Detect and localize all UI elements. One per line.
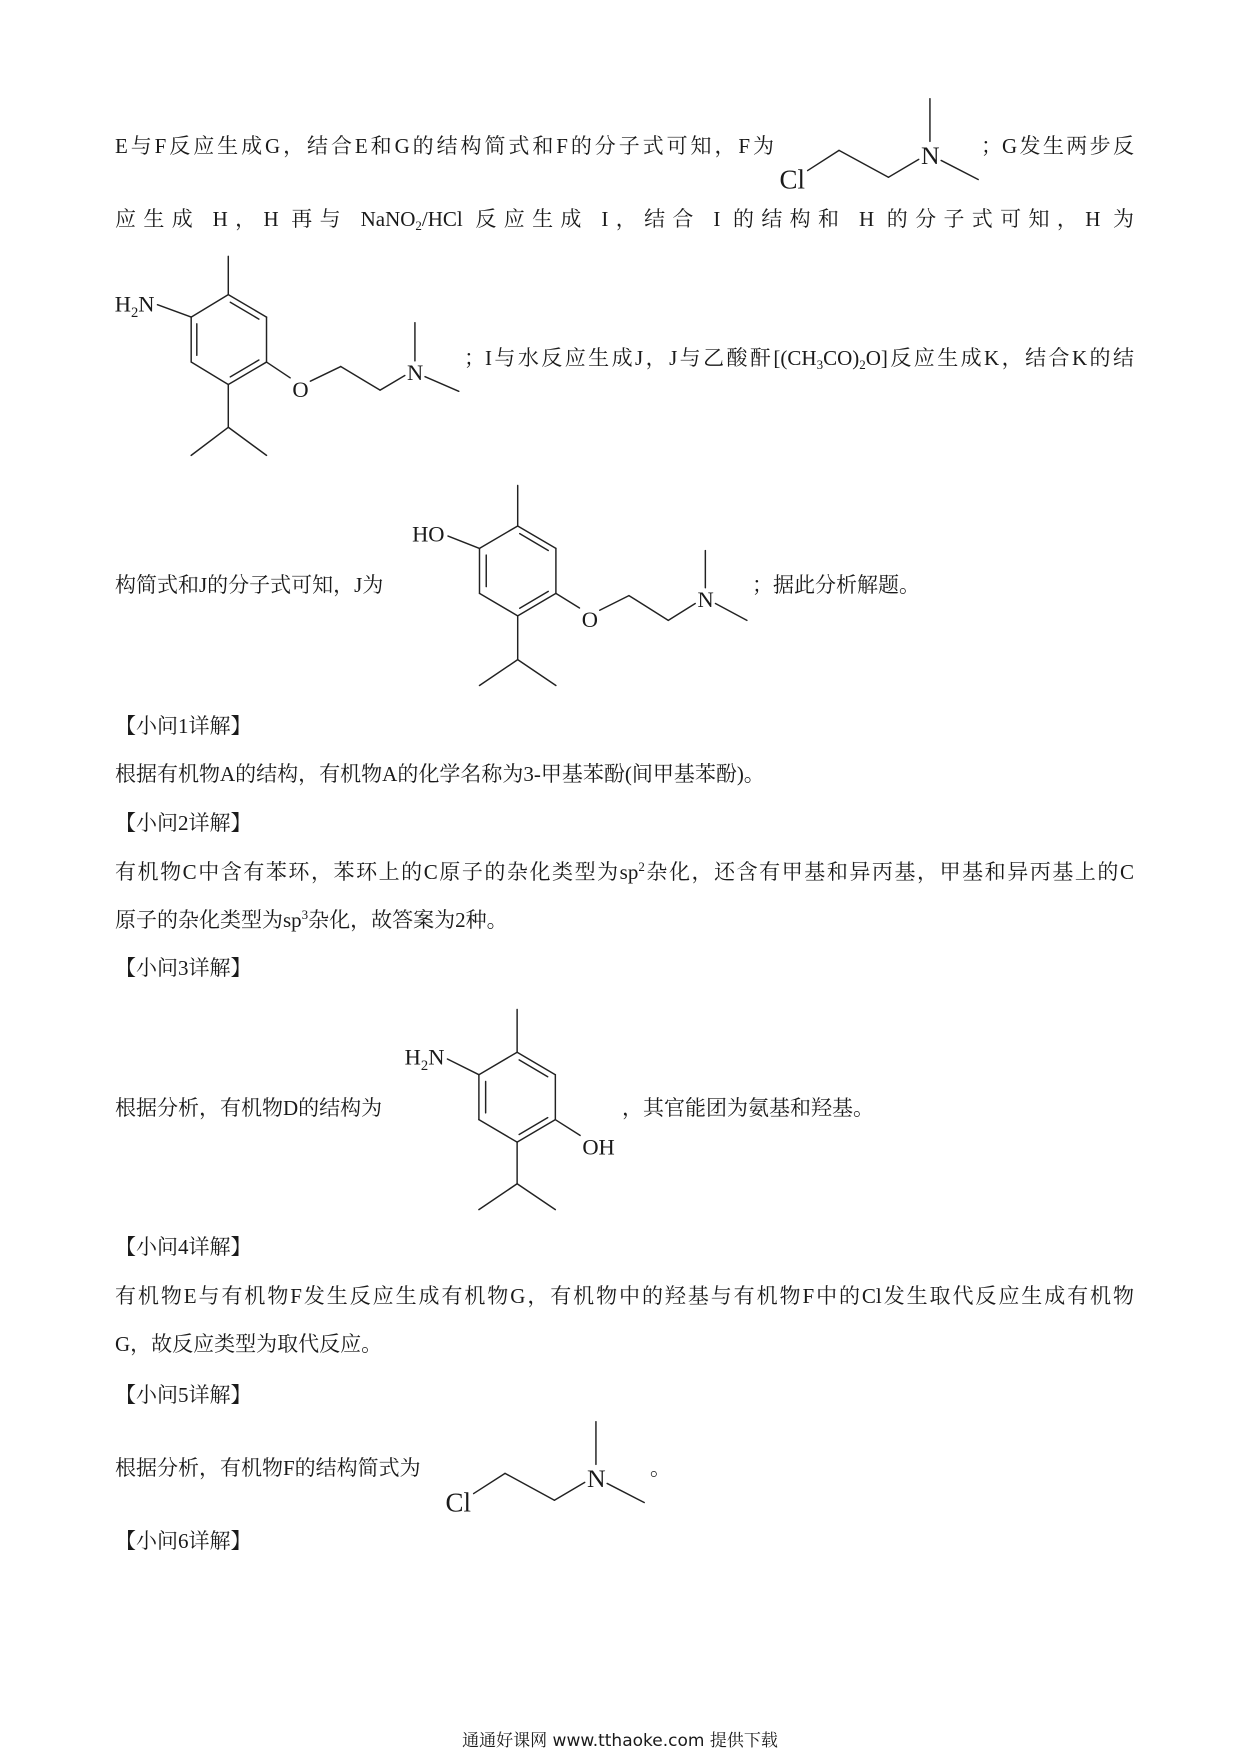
isopropyl-bond — [479, 660, 517, 686]
isopropyl-bond — [517, 1184, 555, 1210]
structure-f-inline — [776, 92, 984, 193]
intro-line-1-left — [115, 134, 774, 159]
ether-bond — [556, 593, 580, 608]
ring-bond — [517, 1120, 555, 1142]
chain-bond — [808, 150, 839, 170]
intro-line-1-right — [981, 134, 1134, 159]
chain-bond — [888, 159, 918, 177]
q1-heading: 【小问1详解】 — [115, 714, 252, 738]
amine-label — [115, 291, 155, 321]
q4-answer-line-2: G，故反应类型为取代反应。 — [115, 1332, 383, 1356]
q6-heading: 【小问6详解】 — [115, 1529, 252, 1553]
text-segment: 杂化，故答案为2种。 — [308, 908, 508, 932]
n-methyl-bond — [425, 377, 459, 392]
q2-answer-line-2 — [115, 908, 508, 933]
amine-bond — [447, 1059, 478, 1075]
subscript: 2 — [415, 218, 422, 233]
ring-bond — [228, 362, 266, 384]
q2-heading: 【小问2详解】 — [115, 811, 252, 835]
amine-h: H — [404, 1044, 421, 1070]
structure-f-answer — [442, 1415, 650, 1516]
text-segment: O]反应生成K，结合K的结 — [865, 346, 1134, 370]
n-methyl-bond — [941, 160, 978, 179]
q4-heading: 【小问4详解】 — [115, 1235, 252, 1259]
q4-answer-line-1: 有机物E与有机物F发生反应生成有机物G，有机物中的羟基与有机物F中的Cl发生取代反应生成有机物 — [115, 1284, 1134, 1308]
isopropyl-bond — [228, 427, 266, 455]
nitrogen-label: N — [586, 1463, 606, 1493]
superscript: 2 — [638, 859, 645, 874]
amine-n: N — [138, 291, 155, 317]
q3-answer-right: ，其官能团为氨基和羟基。 — [622, 1096, 874, 1120]
chain-bond — [668, 603, 695, 620]
hydroxyl-bond — [448, 536, 479, 548]
intro-line-2 — [115, 207, 1134, 232]
ring-bond — [518, 526, 556, 548]
intro-line-3 — [464, 346, 1134, 371]
q3-answer-left: 根据分析，有机物D的结构为 — [115, 1096, 383, 1120]
structure-j — [405, 481, 754, 690]
chain-bond — [310, 367, 340, 382]
n-methyl-bond — [715, 603, 746, 620]
text-segment: 构简式和J的分子式可知，J为 — [115, 573, 384, 597]
text-segment: ；据此分析解题。 — [752, 573, 920, 597]
n-methyl-bond — [607, 1483, 644, 1502]
chain-bond — [474, 1473, 505, 1493]
amine-n: N — [428, 1044, 445, 1070]
ring-bond — [479, 1052, 517, 1074]
chain-bond — [341, 367, 380, 391]
chain-bond — [554, 1482, 584, 1500]
amine-label — [405, 1045, 445, 1075]
ring-bond — [228, 295, 266, 317]
ring-bond — [479, 1120, 517, 1142]
ring-bond — [191, 362, 228, 384]
q5-answer-right: 。 — [650, 1456, 671, 1480]
ether-bond — [267, 362, 291, 378]
amine-h: H — [114, 291, 131, 317]
q1-answer: 根据有机物A的结构，有机物A的化学名称为3-甲基苯酚(间甲基苯酚)。 — [115, 762, 765, 786]
text-segment: CO) — [823, 346, 860, 370]
structure-h — [110, 253, 468, 461]
q2-answer-line-1 — [115, 860, 1134, 885]
chain-bond — [380, 376, 405, 391]
nitrogen-label: N — [697, 586, 714, 612]
text-segment: /HCl 反应生成 I，结合 I 的结构和 H 的分子式可知，H 为 — [421, 207, 1134, 231]
oxygen-label: O — [292, 376, 309, 402]
text-segment: ；I与水反应生成J，J与乙酸酐[(CH — [464, 346, 817, 370]
page-footer: 通通好课网 www.tthaoke.com 提供下载 — [462, 1731, 778, 1751]
hydroxyl-label: HO — [412, 521, 445, 547]
chain-bond — [505, 1473, 554, 1500]
amine-bond — [157, 305, 191, 317]
amine-subscript: 2 — [420, 1058, 429, 1075]
chlorine-label: Cl — [779, 164, 805, 195]
hydroxyl-bond — [555, 1120, 580, 1136]
q5-answer-left: 根据分析，有机物F的结构简式为 — [115, 1456, 421, 1480]
text-segment: 杂化，还含有甲基和异丙基，甲基和异丙基上的C — [644, 860, 1134, 884]
structure-d — [399, 1005, 624, 1213]
text-segment: 应生成 H，H 再与 NaNO — [115, 207, 416, 231]
amine-subscript: 2 — [130, 305, 139, 322]
intro-line-4-right — [752, 573, 920, 598]
text-segment: 原子的杂化类型为sp — [115, 908, 302, 932]
intro-line-4-left — [115, 573, 383, 598]
chain-bond — [629, 596, 668, 621]
chain-bond — [600, 596, 629, 611]
ring-bond — [479, 593, 517, 615]
q5-heading: 【小问5详解】 — [115, 1383, 252, 1407]
q3-heading: 【小问3详解】 — [115, 956, 252, 980]
ring-bond — [191, 295, 228, 317]
subscript: 3 — [816, 357, 824, 372]
oxygen-label: O — [581, 607, 598, 633]
ring-bond — [517, 1052, 555, 1074]
nitrogen-label: N — [920, 140, 940, 170]
subscript: 2 — [859, 357, 866, 372]
nitrogen-label: N — [407, 360, 424, 386]
hydroxyl-label: OH — [582, 1134, 615, 1160]
isopropyl-bond — [191, 427, 228, 455]
text-segment: E与F反应生成G，结合E和G的结构简式和F的分子式可知，F为 — [115, 134, 774, 158]
text-segment: ；G发生两步反 — [981, 134, 1134, 158]
chain-bond — [839, 150, 888, 177]
text-segment: 有机物C中含有苯环，苯环上的C原子的杂化类型为sp — [115, 860, 639, 884]
isopropyl-bond — [479, 1184, 517, 1210]
superscript: 3 — [301, 907, 309, 922]
ring-bond — [479, 526, 517, 548]
isopropyl-bond — [518, 660, 556, 686]
chlorine-label: Cl — [445, 1487, 471, 1518]
ring-bond — [518, 593, 556, 615]
